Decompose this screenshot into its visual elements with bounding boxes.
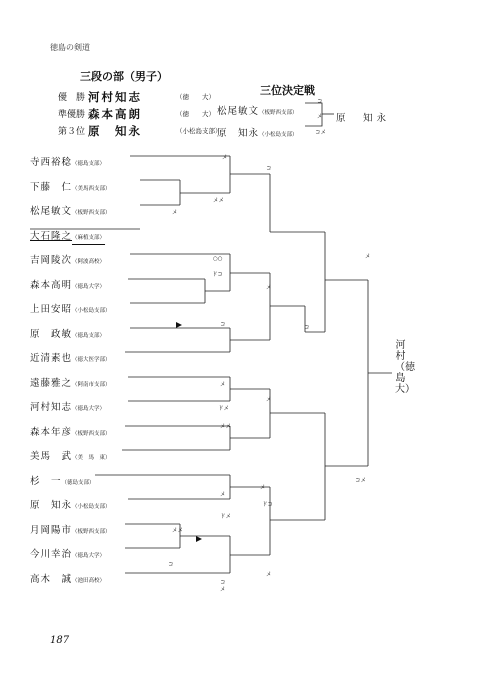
result-rank: 優 勝 <box>58 93 86 103</box>
player-club: （板野西支部） <box>72 210 111 216</box>
player-name: 遠藤雅之 <box>30 377 73 389</box>
bracket-mark: メ <box>220 492 226 498</box>
player-name: 高木 誠 <box>30 573 73 585</box>
bracket-mark: メメ <box>220 424 232 430</box>
section-title: 三段の部（男子） <box>80 70 168 83</box>
bracket-mark: ドコ <box>212 272 223 278</box>
bracket-mark: メ <box>365 254 371 260</box>
player-club: （美馬西支部） <box>72 185 111 192</box>
player-club: （板野西支部） <box>72 528 111 535</box>
player-club: （徳大医学部） <box>72 357 111 363</box>
player-name: 原 知永 <box>30 500 73 511</box>
result-rank: 第３位 <box>58 127 86 137</box>
player-name: 美馬 武 <box>30 451 73 462</box>
player-club: （板野西支部） <box>72 430 111 437</box>
champion-label: 河村（徳島大） <box>395 340 415 395</box>
third-place-player-name: 原 知永 <box>217 128 260 139</box>
player-name: 河村知志 <box>30 402 73 413</box>
third-place-winner: 原 知永 <box>336 113 391 124</box>
bracket-mark: メメ <box>213 198 225 204</box>
result-club: （徳 大） <box>176 110 215 118</box>
result-rank: 準優勝 <box>58 110 86 120</box>
bracket-mark: メ <box>266 285 272 291</box>
player-name: 杉 一 <box>30 475 62 487</box>
bracket-mark: コ <box>168 562 174 568</box>
player-name: 今川幸治 <box>30 549 73 560</box>
third-place-mark: コ <box>317 99 323 105</box>
player-club: （徳島大学） <box>72 406 106 412</box>
player-name: 吉岡陵次 <box>30 255 73 266</box>
player-club: （阿波高校） <box>72 259 106 265</box>
result-name: 森本高朗 <box>88 106 142 121</box>
player-club: （麻植支部） <box>72 234 106 241</box>
bracket-mark: コメ <box>355 478 367 484</box>
player-club: （徳島大学） <box>72 283 106 290</box>
third-place-mark: メ <box>317 114 323 120</box>
player-name: 月岡陽市 <box>30 524 73 536</box>
player-name: 松尾敏文 <box>30 206 73 217</box>
bracket-mark: コ <box>266 166 272 172</box>
result-club: （徳 大） <box>176 93 215 101</box>
bracket-mark: コ <box>220 580 226 586</box>
bracket-mark: メ <box>222 155 228 161</box>
page-number: 187 <box>50 635 70 646</box>
result-club: （小松島支部） <box>176 127 222 135</box>
bracket-mark: メ <box>266 397 272 403</box>
third-place-player-name: 松尾敏文 <box>217 106 260 117</box>
player-name: 下藤 仁 <box>30 181 73 193</box>
bracket-mark: メ <box>220 382 226 388</box>
bracket-mark: メ <box>220 587 226 593</box>
bracket-mark: ドコ <box>262 502 273 508</box>
player-club: （徳島支部） <box>72 161 106 167</box>
bracket-mark: コ <box>220 322 226 328</box>
player-name: 大石隆之 <box>30 230 73 242</box>
player-name: 森本年彦 <box>30 426 73 438</box>
result-name: 原 知永 <box>88 123 142 138</box>
player-name: 上田安昭 <box>30 304 73 315</box>
player-club: （美 馬 東） <box>72 455 111 461</box>
arrow-marker-icon <box>176 322 182 328</box>
player-club: （徳島支部） <box>72 332 106 339</box>
bracket-mark: コ <box>304 325 310 331</box>
player-club: （池田高校） <box>72 577 106 584</box>
bracket-mark: メ <box>172 210 178 216</box>
bracket-mark: ドメ <box>218 406 229 412</box>
player-club: （徳島支部） <box>61 479 95 486</box>
bracket-mark: メ <box>260 485 266 491</box>
bracket-mark: メ <box>266 572 272 578</box>
player-name: 森本高明 <box>30 279 73 291</box>
third-place-player-club: （小松島支部） <box>259 132 298 138</box>
bracket-mark: ○○ <box>213 256 223 262</box>
player-name: 寺西裕稔 <box>30 157 73 168</box>
bracket-mark: ドメ <box>220 514 231 520</box>
player-name: 原 政敏 <box>30 328 73 340</box>
player-club: （小松島支部） <box>72 504 111 510</box>
player-name: 近清素也 <box>30 353 73 364</box>
bracket-mark: メメ <box>172 528 184 534</box>
third-place-title: 三位決定戦 <box>260 84 315 97</box>
player-club: （小松島支部） <box>72 308 111 314</box>
third-place-mark: コメ <box>315 130 327 136</box>
player-club: （阿南市支部） <box>72 381 111 388</box>
arrow-marker-icon <box>196 536 202 542</box>
third-place-player-club: （板野西支部） <box>259 110 298 116</box>
player-club: （徳島大学） <box>72 553 106 559</box>
page-header: 徳島の剣道 <box>50 43 90 52</box>
result-name: 河村知志 <box>88 89 142 104</box>
